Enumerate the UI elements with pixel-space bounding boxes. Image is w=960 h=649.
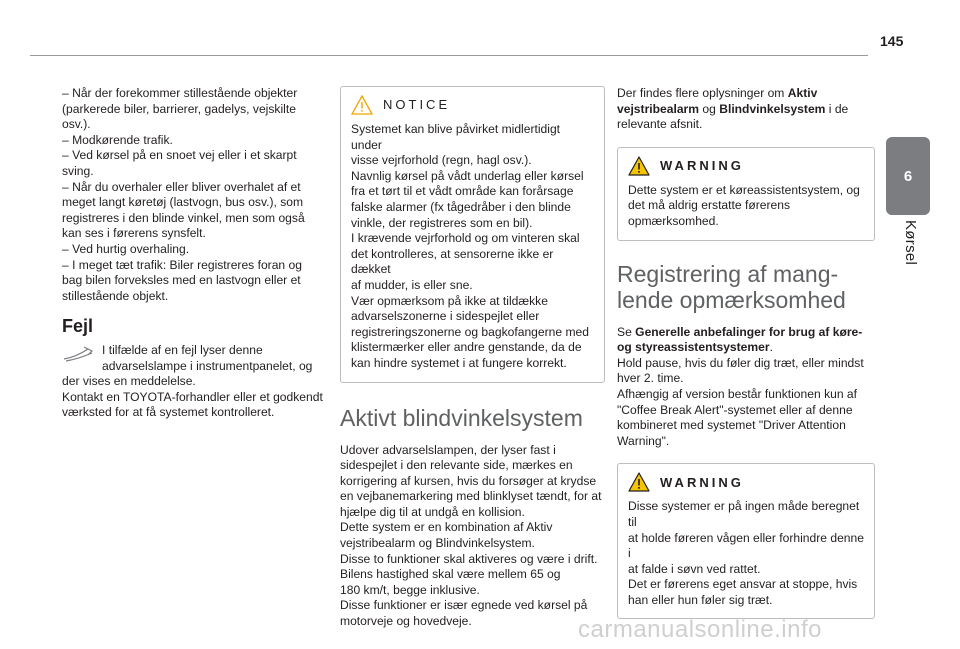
column-2 xyxy=(340,86,605,630)
intro-bold-blind-spot: Blindvinkelsystem xyxy=(719,101,826,116)
warning-header xyxy=(628,472,864,492)
section-heading-line: Registrering af mang- xyxy=(617,260,839,287)
intro-pre: Der findes flere oplysninger om xyxy=(617,86,788,100)
body-text: en vejbanemarkering med blinklyset tændt, for at xyxy=(340,489,602,504)
warning-box-2 xyxy=(617,463,875,619)
list-line: (parkerede biler, barrierer, gadelys, vejskilte xyxy=(62,101,296,116)
warning-triangle-icon xyxy=(628,472,650,492)
list-line: meget langt køretøj (lastvogn, bus osv.), som xyxy=(62,195,304,210)
blind-spot-warning-icon xyxy=(62,343,102,363)
page-number: 145 xyxy=(880,33,904,49)
notice-text: det kontrolleres, at sensorerne ikke er dækket xyxy=(351,246,554,277)
fault-text: I tilfælde af en fejl lyser denne xyxy=(102,342,263,357)
warning-text: Det er førerens eget ansvar at stoppe, hvis xyxy=(628,577,858,592)
notice-text: Systemet kan blive påvirket midlertidigt under xyxy=(351,122,561,152)
intro-post: i de relevante afsnit. xyxy=(617,101,849,132)
section-heading-attention xyxy=(617,261,875,313)
body-text: vejstribealarm og Blindvinkelsystem. xyxy=(340,536,535,551)
fault-text: der vises en meddelelse. xyxy=(62,374,196,389)
see-post: . xyxy=(769,340,773,355)
body-text: Warning". xyxy=(617,433,670,448)
body-text: "Coffee Break Alert"-systemet eller af denne xyxy=(617,402,853,417)
notice-text: falske alarmer (fx tågedråber i den blinde xyxy=(351,199,571,214)
notice-text: Navnlig kørsel på vådt underlag eller kørsel xyxy=(351,168,584,183)
chapter-number: 6 xyxy=(903,167,913,185)
body-text: 180 km/t, begge inklusive. xyxy=(340,582,480,597)
body-text: Disse to funktioner skal aktiveres og være i drift. xyxy=(340,551,598,566)
warning-text: at holde føreren vågen eller forhindre denne i xyxy=(628,530,864,561)
warning-box-1 xyxy=(617,147,875,241)
fault-text: advarselslampe i instrumentpanelet, og xyxy=(102,358,313,373)
warning-text: han eller hun føler sig træt. xyxy=(628,592,773,607)
list-line: sving. xyxy=(62,163,94,178)
warning-title: WARNING xyxy=(660,157,744,173)
fault-section xyxy=(62,343,330,421)
section-heading-active-blind-spot: Aktivt blindvinkelsystem xyxy=(340,404,583,431)
notice-text: Vær opmærksom på ikke at tildække xyxy=(351,293,548,308)
see-reference xyxy=(617,325,875,356)
warning-text: Disse systemer er på ingen måde beregnet til xyxy=(628,499,860,529)
body-text: Hold pause, hvis du føler dig træt, eller mindst xyxy=(617,355,864,370)
list-line: – I meget tæt trafik: Biler registreres foran og xyxy=(62,257,302,272)
see-pre: Se xyxy=(617,324,636,339)
column-1 xyxy=(62,86,330,421)
list-line: stillestående objekt. xyxy=(62,288,169,303)
body-text: Afhængig af version består funktionen kun af xyxy=(617,386,858,401)
list-line: kan ses i førerens synsfelt. xyxy=(62,226,206,241)
intro-bold-lane-alert: Aktiv vejstribealarm xyxy=(617,86,818,116)
fault-text: værksted for at få systemet kontrolleret. xyxy=(62,405,275,420)
warning-text: det må aldrig erstatte førerens xyxy=(628,198,790,213)
notice-text: visse vejrforhold (regn, hagl osv.). xyxy=(351,153,532,168)
warning-text: Dette system er et køreassistentsystem, og xyxy=(628,182,860,197)
header-rule xyxy=(30,55,868,56)
notice-text: af mudder, is eller sne. xyxy=(351,277,473,292)
list-line: – Når der forekommer stillestående objekter xyxy=(62,86,298,100)
list-line: – Når du overhaler eller bliver overhalet af et xyxy=(62,179,301,194)
notice-triangle-icon xyxy=(351,95,373,115)
warning-text: opmærksomhed. xyxy=(628,213,719,228)
warning-triangle-icon xyxy=(628,156,650,176)
notice-box xyxy=(340,86,605,383)
body-text: sidespejlet i den relevante side, mærkes en xyxy=(340,458,573,473)
list-line: – Ved hurtig overhaling. xyxy=(62,241,190,256)
fault-text: Kontakt en TOYOTA-forhandler eller et godkendt xyxy=(62,389,323,404)
intro-mid: og xyxy=(699,101,720,116)
notice-text: vinkle, der registreres som en bil). xyxy=(351,215,533,230)
list-line: – Ved kørsel på en snoet vej eller i et skarpt xyxy=(62,148,297,163)
body-text: korrigering af kursen, hvis du forsøger at krydse xyxy=(340,473,597,488)
chapter-tab[interactable] xyxy=(886,137,930,215)
column-3 xyxy=(617,86,875,619)
fault-heading: Fejl xyxy=(62,316,94,337)
notice-text: klistermærker eller andre genstande, da de xyxy=(351,340,582,355)
notice-title: NOTICE xyxy=(383,97,451,113)
section-heading-line: lende opmærksomhed xyxy=(617,286,846,313)
intro-text xyxy=(617,86,875,133)
notice-text: registreringszonerne og bagkofangerne med xyxy=(351,324,589,339)
list-line: osv.). xyxy=(62,117,91,132)
notice-text: I krævende vejrforhold og om vinteren skal xyxy=(351,231,580,246)
list-line: registreres i den blinde vinkel, men som også xyxy=(62,210,305,225)
notice-header xyxy=(351,95,594,115)
list-line: bag bilen forveksles med en lastvogn eller et xyxy=(62,273,301,288)
body-text: Dette system er en kombination af Aktiv xyxy=(340,520,553,535)
warning-header xyxy=(628,156,864,176)
body-text: Disse funktioner er især egnede ved kørsel på xyxy=(340,598,588,613)
notice-text: advarselszonerne i sidespejlet eller xyxy=(351,309,540,324)
warning-title: WARNING xyxy=(660,474,744,490)
chapter-title: Kørsel xyxy=(902,220,919,266)
body-text: Bilens hastighed skal være mellem 65 og xyxy=(340,567,561,582)
body-text: motorveje og hovedveje. xyxy=(340,614,472,629)
body-text: Udover advarselslampen, der lyser fast i xyxy=(340,442,556,457)
body-text: kombineret med systemet "Driver Attention xyxy=(617,418,846,433)
list-line: – Modkørende trafik. xyxy=(62,132,173,147)
see-bold-link: Generelle anbefalinger for brug af køre- og styreassistentsystemer xyxy=(617,324,863,355)
warning-text: at falde i søvn ved rattet. xyxy=(628,561,761,576)
notice-text: kan hindre systemet i at fungere korrekt. xyxy=(351,355,567,370)
notice-text: fra et tørt til et vådt område kan forårsage xyxy=(351,184,574,199)
watermark: carmanualsonline.info xyxy=(578,616,822,643)
body-text: hver 2. time. xyxy=(617,371,684,386)
body-text: hjælpe dig til at undgå en kollision. xyxy=(340,504,525,519)
